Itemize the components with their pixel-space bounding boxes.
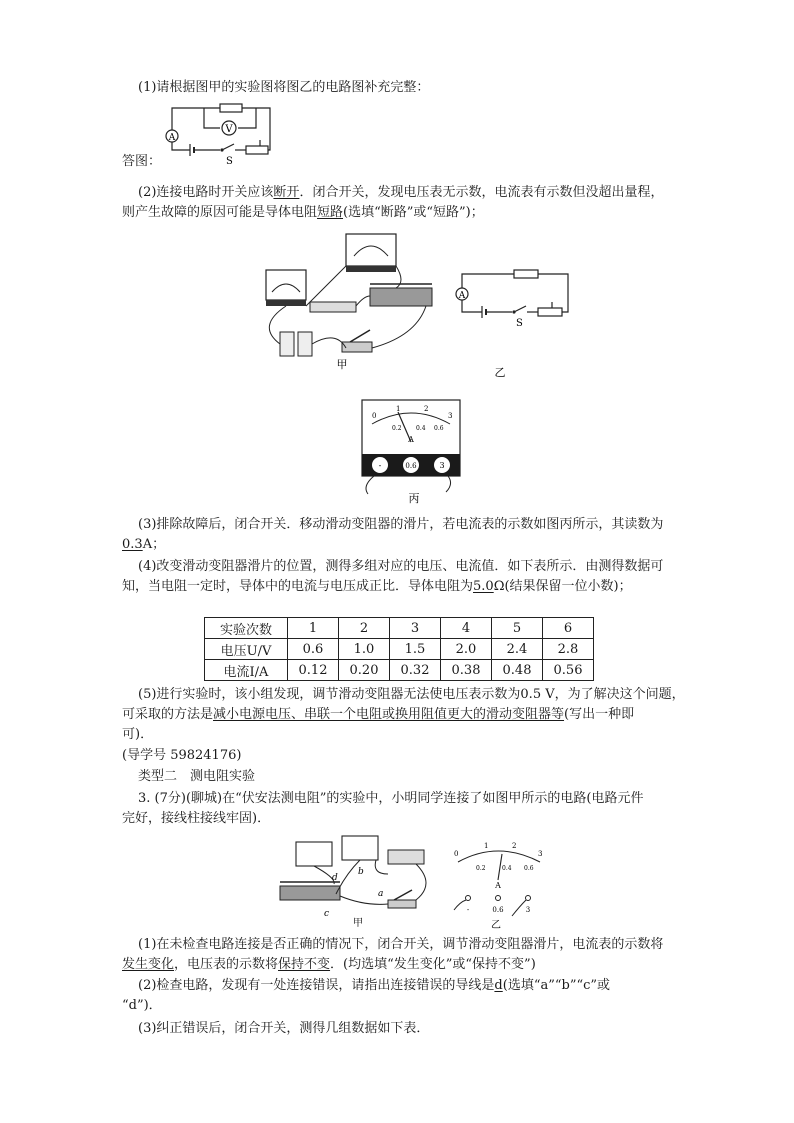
svg-text:0: 0 [372, 412, 377, 420]
q7-line2: 发生变化，电压表的示数将保持不变．(均选填“发生变化”或“保持不变”) [122, 957, 536, 972]
svg-text:c: c [324, 909, 330, 919]
svg-text:2: 2 [512, 842, 517, 850]
svg-text:甲: 甲 [353, 918, 363, 929]
svg-text:乙: 乙 [491, 920, 501, 931]
svg-text:0.6: 0.6 [492, 906, 504, 914]
svg-text:-: - [378, 461, 382, 470]
answer-blank: 0.3 [122, 537, 143, 552]
svg-text:A: A [458, 291, 466, 301]
q5-line2: 可采取的方法是减小电源电压、串联一个电阻或换用阻值更大的滑动变阻器等(写出一种即 [122, 707, 635, 722]
table-row: 电压U/V 0.6 1.0 1.5 2.0 2.4 2.8 [205, 639, 594, 660]
svg-text:0.6: 0.6 [405, 462, 417, 470]
svg-text:A: A [495, 881, 501, 890]
circuit-figure-yi [456, 268, 576, 379]
svg-text:乙: 乙 [494, 366, 506, 379]
table-row: 电流I/A 0.12 0.20 0.32 0.38 0.48 0.56 [205, 660, 594, 681]
q1-answer-label: 答图： [122, 154, 162, 169]
svg-text:a: a [378, 889, 384, 899]
q4-line2: 知，当电阻一定时，导体中的电流与电压成正比．导体电阻为5.0Ω(结果保留一位小数)； [122, 579, 632, 594]
svg-text:S: S [516, 318, 523, 329]
svg-text:-: - [466, 906, 470, 914]
q4-line1: (4)改变滑动变阻器滑片的位置，测得多组对应的电压、电流值．如下表所示．由测得数据可 [138, 559, 664, 574]
svg-text:1: 1 [396, 405, 401, 413]
svg-text:0.6: 0.6 [434, 425, 444, 432]
ammeter-dial-figure2-yi [450, 840, 550, 930]
svg-text:d: d [332, 873, 338, 883]
section-type2: 类型二 测电阻实验 [138, 769, 256, 784]
q7-line1: (1)在未检查电路连接是否正确的情况下，闭合开关，调节滑动变阻器滑片，电流表的示数将 [138, 937, 664, 952]
q8-line1: (2)检查电路，发现有一处连接错误，请指出连接错误的导线是d(选填“a”“b”“c”或 [138, 978, 611, 993]
answer-circuit-diagram [160, 100, 280, 167]
q2-line2: 则产生故障的原因可能是导体电阻短路(选填“断路”或“短路”)； [122, 205, 484, 220]
answer-blank: 保持不变 [278, 957, 331, 972]
svg-text:0.4: 0.4 [502, 865, 512, 872]
q5-line3: 可)． [122, 727, 154, 742]
q3-line2: 0.3A； [122, 537, 166, 552]
svg-text:0.6: 0.6 [524, 865, 534, 872]
svg-text:0.2: 0.2 [392, 425, 402, 432]
q2-line1: (2)连接电路时开关应该断开．闭合开关，发现电压表无示数，电流表有示数但没超出量程， [138, 185, 664, 200]
answer-blank: d [494, 978, 503, 993]
answer-blank: 5.0 [473, 579, 494, 594]
svg-text:b: b [358, 867, 364, 877]
svg-text:3: 3 [538, 850, 543, 858]
q6-line2: 完好，接线柱接线牢固)． [122, 811, 271, 826]
ammeter-dial-figure-bing [360, 398, 464, 504]
q8-line2: “d”)． [122, 998, 162, 1013]
data-table [204, 617, 594, 681]
table-row: 实验次数 1 2 3 4 5 6 [205, 618, 594, 639]
svg-text:0.4: 0.4 [416, 425, 426, 432]
svg-text:3: 3 [448, 412, 453, 420]
svg-text:S: S [226, 156, 233, 167]
svg-text:0: 0 [454, 850, 459, 858]
answer-blank: 短路 [317, 205, 344, 220]
svg-text:丙: 丙 [408, 492, 420, 505]
answer-blank: 减小电源电压、串联一个电阻或换用阻值更大的滑动变阻器等 [213, 707, 565, 722]
guide-number: (导学号 59824176) [122, 748, 242, 763]
svg-text:A: A [408, 435, 414, 444]
svg-text:2: 2 [424, 405, 429, 413]
apparatus-figure-jia [246, 226, 446, 371]
q6-line1: 3. (7分)(聊城)在“伏安法测电阻”的实验中，小明同学连接了如图甲所示的电路(电路元件 [138, 791, 644, 806]
answer-blank: 发生变化 [122, 957, 175, 972]
svg-text:V: V [225, 124, 233, 135]
svg-text:甲: 甲 [336, 358, 348, 371]
svg-text:3: 3 [439, 461, 445, 470]
q9-text: (3)纠正错误后，闭合开关，测得几组数据如下表． [138, 1021, 430, 1036]
svg-text:1: 1 [484, 842, 489, 850]
svg-text:0.2: 0.2 [476, 865, 486, 872]
apparatus-figure2-jia [276, 834, 446, 929]
q1-text: (1)请根据图甲的实验图将图乙的电路图补充完整： [138, 80, 430, 95]
answer-blank: 断开 [273, 185, 300, 200]
svg-text:A: A [168, 133, 176, 143]
q3-line1: (3)排除故障后，闭合开关．移动滑动变阻器的滑片，若电流表的示数如图丙所示，其读数为 [138, 517, 664, 532]
svg-text:3: 3 [525, 906, 531, 914]
q5-line1: (5)进行实验时，该小组发现，调节滑动变阻器无法使电压表示数为0.5 V，为了解决这个问题， [138, 687, 685, 702]
